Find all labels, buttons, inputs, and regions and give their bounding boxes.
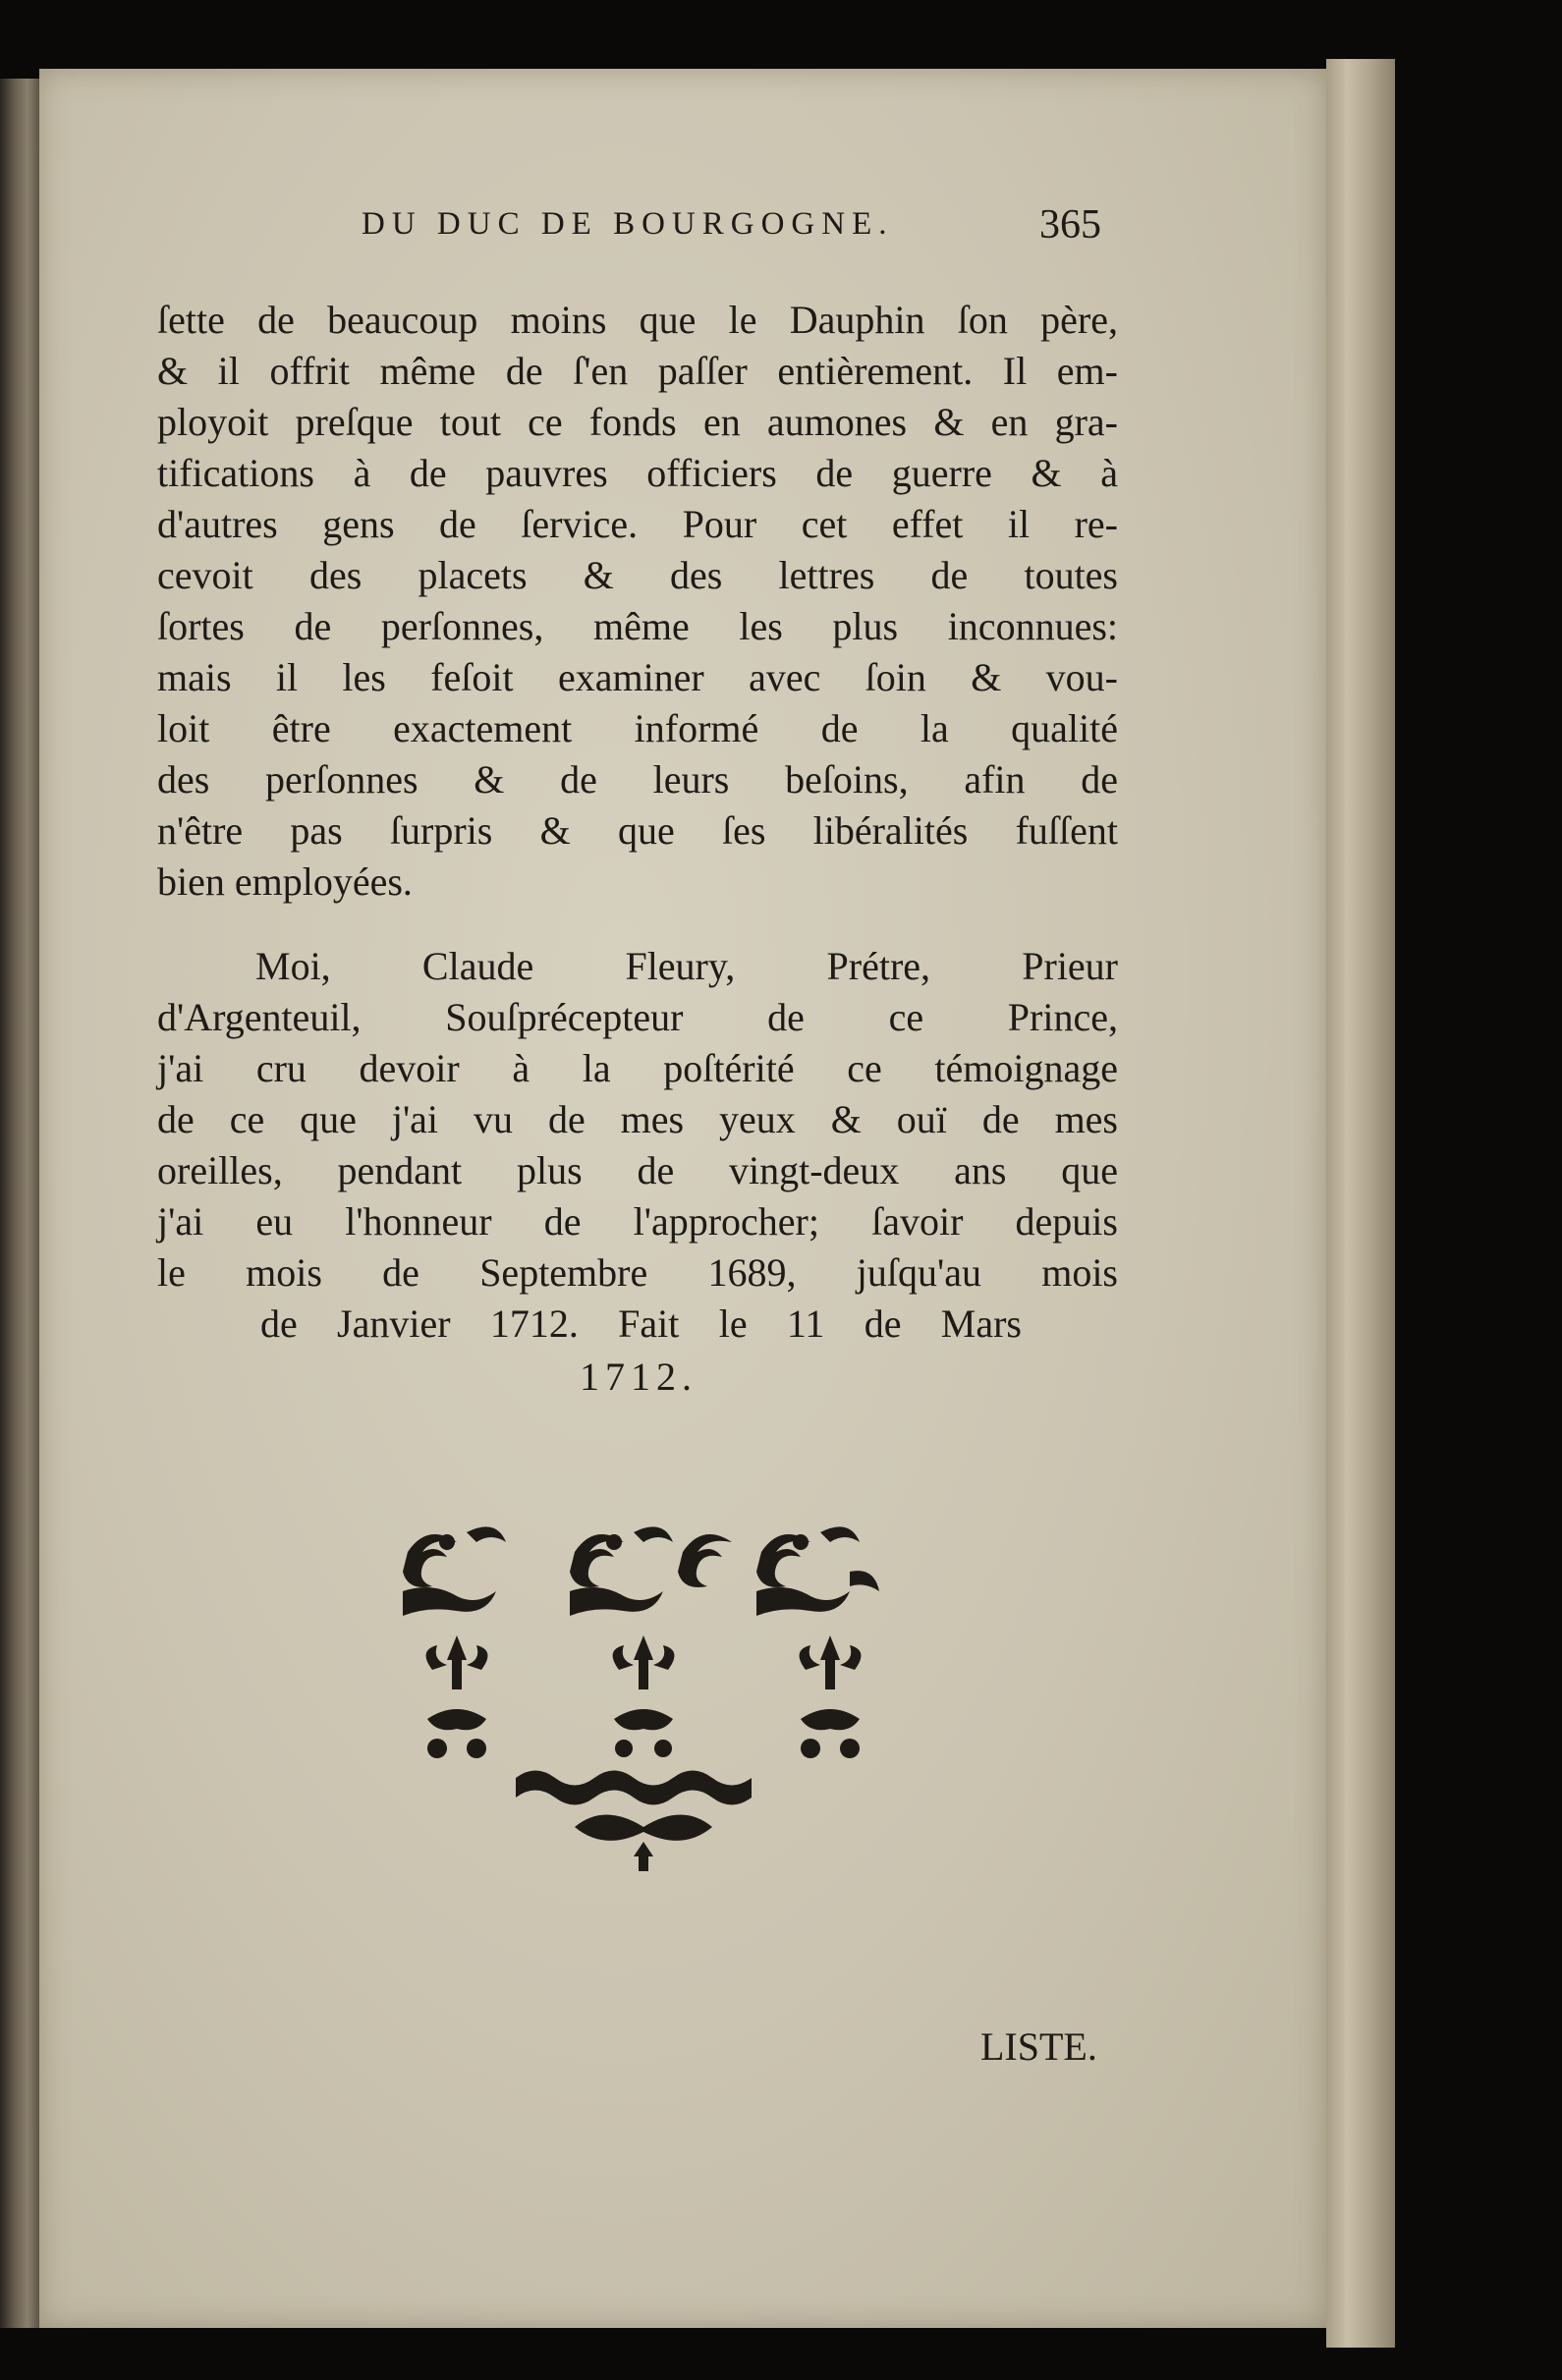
text-line: de ce que j'ai vu de mes yeux & ouï de mes [157,1097,1118,1141]
text-line: j'ai eu l'honneur de l'approcher; ſavoir depuis [157,1199,1118,1244]
text-line: ſortes de perſonnes, même les plus inconnues: [157,604,1118,648]
flower-motif-right [800,1635,862,1758]
text-line: ployoit preſque tout ce fonds en aumones & en gra- [157,400,1118,444]
text-line: le mois de Septembre 1689, juſqu'au mois [157,1250,1118,1295]
flower-motif-left [426,1635,488,1758]
text-line: des perſonnes & de leurs beſoins, afin de [157,757,1118,802]
text-line: 1712. [580,1355,697,1399]
scroll-ornament-left [403,1526,506,1616]
book-binding-edge [0,79,39,2328]
page-fore-edge [1326,59,1395,2348]
text-line: n'être pas ſurpris & que ſes libéralités fuſſent [157,808,1118,853]
catchword: LISTE. [980,2024,1097,2069]
ornament-lower-band [516,1771,752,1872]
page-number: 365 [1039,202,1101,248]
text-line: mais il les feſoit examiner avec ſoin & vou- [157,655,1118,699]
text-line: ſette de beaucoup moins que le Dauphin ſon père, [157,298,1118,342]
text-line: de Janvier 1712. Fait le 11 de Mars [260,1301,1022,1346]
flower-motif-center [613,1635,675,1757]
text-line: loit être exactement informé de la qualité [157,706,1118,750]
text-line: bien employées. [157,859,413,904]
scroll-ornament-right [756,1526,879,1616]
text-line: oreilles, pendant plus de vingt-deux ans que [157,1148,1118,1192]
text-line: cevoit des placets & des lettres de toutes [157,553,1118,597]
running-head: DU DUC DE BOURGOGNE. [362,206,894,242]
printers-ornament-icon [388,1513,899,1886]
text-line: tifications à de pauvres officiers de guerre & à [157,451,1118,495]
text-line: d'autres gens de ſervice. Pour cet effet il re- [157,502,1118,546]
text-line: & il offrit même de ſ'en paſſer entièrement. Il em- [157,349,1118,393]
text-line: d'Argenteuil, Souſprécepteur de ce Prince, [157,995,1118,1039]
text-line: Moi, Claude Fleury, Prétre, Prieur [255,944,1118,988]
text-line: j'ai cru devoir à la poſtérité ce témoignage [157,1046,1118,1090]
scroll-ornament-center [570,1526,732,1616]
